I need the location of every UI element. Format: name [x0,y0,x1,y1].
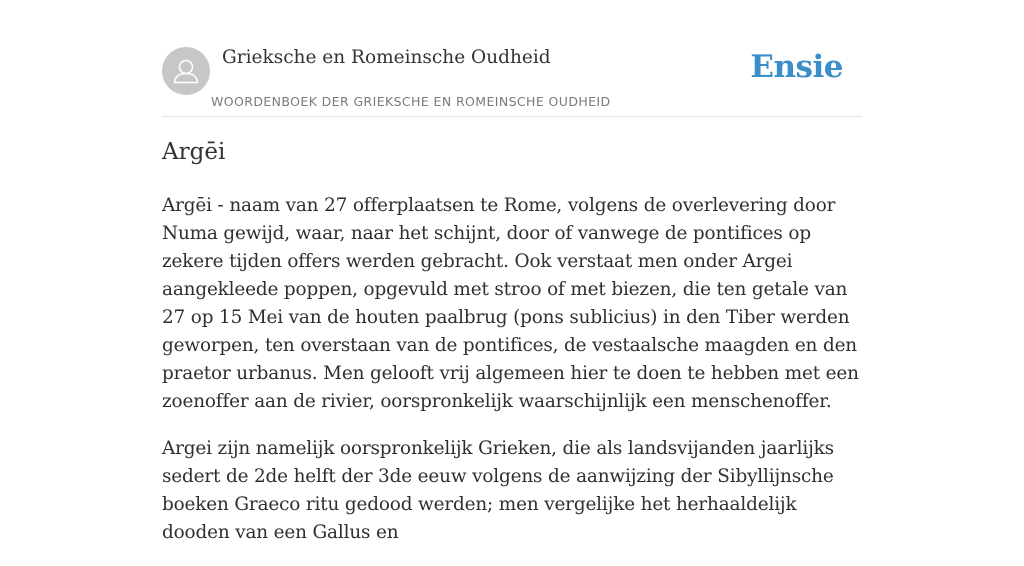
source-title[interactable]: Grieksche en Romeinsche Oudheid [222,47,551,68]
entry-content [162,192,867,566]
user-icon [162,47,210,95]
source-avatar[interactable] [162,47,210,95]
entry-paragraph: Argēi - naam van 27 offerplaatsen te Rome, volgens de overlevering door Numa gewijd, waar, naar het schijnt, door of vanwege de pontifices op zekere tijden offers werden gebracht. Ook verstaat men onder Argei aangekleede poppen, opgevuld met stroo of met biezen, die ten getale van 27 op 15 Mei van de houten paalbrug (pons sublicius) in den Tiber werden geworpen, ten overstaan van de pontifices, de vestaalsche maagden en den praetor urbanus. Men gelooft vrij algemeen hier te doen te hebben met een zoenoffer aan de rivier, oorspronkelijk waarschijnlijk een menschenoffer. [162,195,859,412]
entry-paragraph: Argei zijn namelijk oorspronkelijk Grieken, die als landsvijanden jaarlijks sedert de 2de helft der 3de eeuw volgens de aanwijzing der Sibyllijnsche boeken Graeco ritu gedood werden; men vergelijke het herhaaldelijk dooden van een Gallus en [162,438,834,543]
source-subtitle[interactable]: WOORDENBOEK DER GRIEKSCHE EN ROMEINSCHE OUDHEID [211,94,611,109]
brand-logo[interactable]: Ensie [750,49,843,85]
source-header [162,46,862,117]
entry-title: Argēi [162,139,226,165]
